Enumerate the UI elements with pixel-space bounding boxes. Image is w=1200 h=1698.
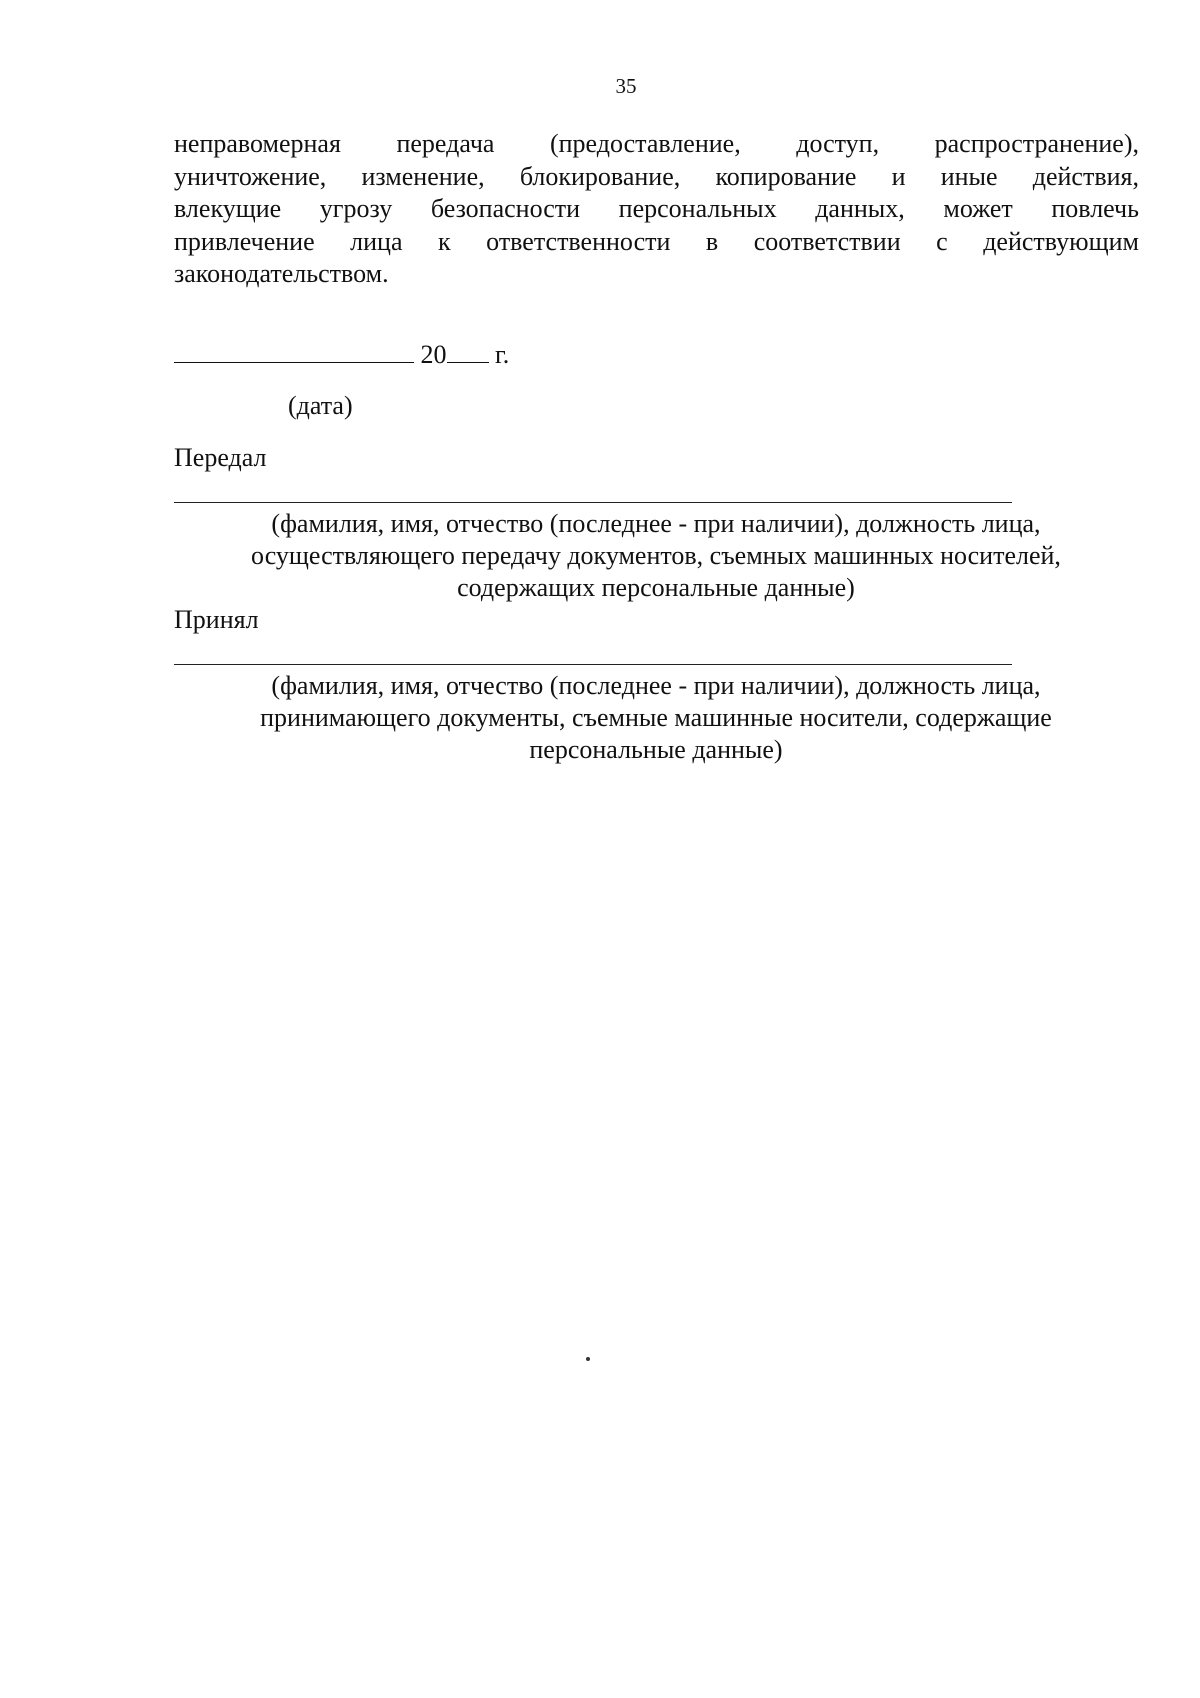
body-paragraph bbox=[174, 128, 1139, 291]
year-blank-line[interactable] bbox=[447, 338, 489, 363]
scan-speck bbox=[586, 1357, 590, 1361]
sender-caption-line: содержащих персональные данные) bbox=[457, 573, 855, 602]
date-caption: (дата) bbox=[288, 391, 353, 420]
receiver-caption-line: (фамилия, имя, отчество (последнее - при наличии), должность лица, bbox=[271, 671, 1041, 700]
receiver-caption-line: персональные данные) bbox=[529, 735, 783, 764]
paragraph-line: уничтожение, изменение, блокирование, копирование и иные действия, bbox=[174, 161, 1139, 191]
paragraph-line: законодательством. bbox=[174, 259, 389, 288]
year-suffix: г. bbox=[495, 340, 510, 369]
sender-caption bbox=[174, 508, 1138, 604]
sender-label: Передал bbox=[174, 443, 267, 472]
receiver-signature-line[interactable] bbox=[174, 664, 1012, 665]
sender-signature-line[interactable] bbox=[174, 502, 1012, 503]
page-number: 35 bbox=[615, 74, 637, 98]
sender-caption-line: (фамилия, имя, отчество (последнее - при наличии), должность лица, bbox=[271, 509, 1041, 538]
paragraph-line: привлечение лица к ответственности в соответствии с действующим bbox=[174, 226, 1139, 256]
sender-caption-line: осуществляющего передачу документов, съемных машинных носителей, bbox=[251, 541, 1061, 570]
receiver-caption-line: принимающего документы, съемные машинные носители, содержащие bbox=[260, 703, 1052, 732]
paragraph-line: влекущие угрозу безопасности персональных данных, может повлечь bbox=[174, 194, 1139, 223]
date-blank-line[interactable] bbox=[174, 338, 414, 363]
date-field bbox=[174, 338, 509, 371]
receiver-caption bbox=[174, 670, 1138, 766]
receiver-label: Принял bbox=[174, 605, 259, 634]
year-prefix: 20 bbox=[420, 340, 447, 369]
paragraph-line: неправомерная передача (предоставление, доступ, распространение), bbox=[174, 129, 1139, 158]
